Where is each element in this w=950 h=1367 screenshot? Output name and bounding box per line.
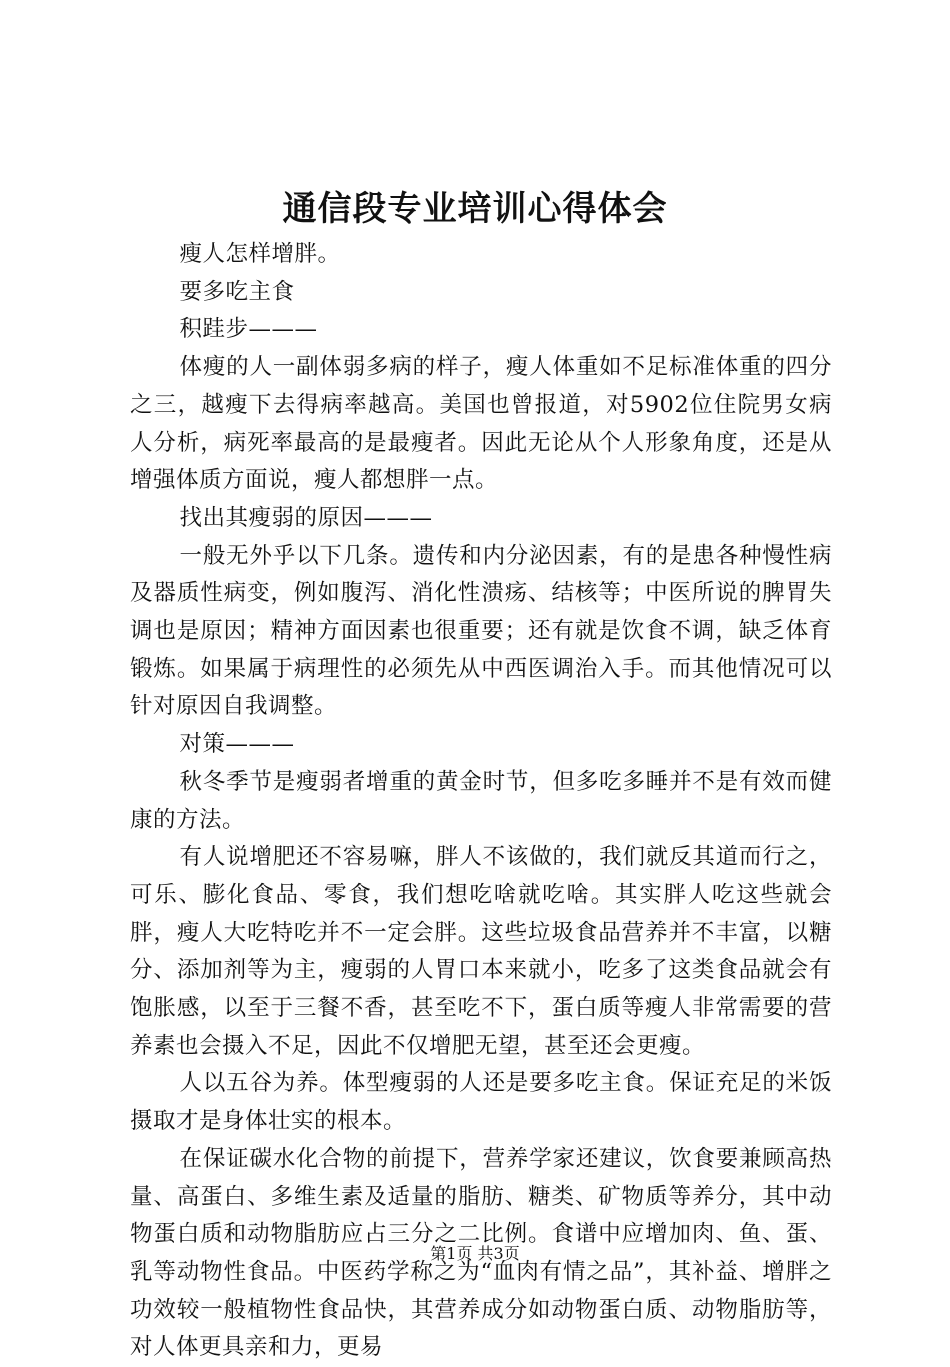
paragraph: 积跬步——— <box>179 316 318 343</box>
document-title: 通信段专业培训心得体会 <box>282 189 668 229</box>
paragraph: 体瘦的人一副体弱多病的样子，瘦人体重如不足标准体重的四分之三，越瘦下去得病率越高。美国也曾报道，对5902位住院男女病人分析，病死率最高的是最瘦者。因此无论从个人形象角度，还是从增强体质方面说，瘦人都想胖一点。 <box>130 354 832 494</box>
paragraph: 在保证碳水化合物的前提下，营养学家还建议，饮食要兼顾高热量、高蛋白、多维生素及适量的脂肪、糖类、矿物质等养分，其中动物蛋白质和动物脂肪应占三分之二比例。食谱中应增加肉、鱼、蛋、乳等动物性食品。中医药学称之为“血肉有情之品”，其补益、增胖之功效较一般植物性食品快，其营养成分如动物蛋白质、动物脂肪等，对人体更具亲和力，更易 <box>130 1145 832 1361</box>
paragraph: 要多吃主食 <box>179 278 295 305</box>
paragraph: 有人说增肥还不容易嘛，胖人不该做的，我们就反其道而行之，可乐、膨化食品、零食，我们想吃啥就吃啥。其实胖人吃这些就会胖，瘦人大吃特吃并不一定会胖。这些垃圾食品营养并不丰富，以糖分、添加剂等为主，瘦弱的人胃口本来就小，吃多了这类食品就会有饱胀感，以至于三餐不香，甚至吃不下，蛋白质等瘦人非常需要的营养素也会摄入不足，因此不仅增肥无望，甚至还会更瘦。 <box>130 844 832 1059</box>
document-body <box>130 236 832 1367</box>
paragraph: 秋冬季节是瘦弱者增重的黄金时节，但多吃多睡并不是有效而健康的方法。 <box>130 768 832 833</box>
page-number: 第1页 共3页 <box>430 1244 520 1263</box>
paragraph: 瘦人怎样增胖。 <box>179 241 341 267</box>
paragraph: 一般无外乎以下几条。遗传和内分泌因素，有的是患各种慢性病及器质性病变，例如腹泻、消化性溃疡、结核等；中医所说的脾胃失调也是原因；精神方面因素也很重要；还有就是饮食不调，缺乏体育锻炼。如果属于病理性的必须先从中西医调治入手。而其他情况可以针对原因自我调整。 <box>130 542 832 720</box>
paragraph: 找出其瘦弱的原因——— <box>179 504 433 531</box>
paragraph: 人以五谷为养。体型瘦弱的人还是要多吃主食。保证充足的米饭摄取才是身体壮实的根本。 <box>130 1070 832 1135</box>
paragraph: 对策——— <box>179 731 295 758</box>
